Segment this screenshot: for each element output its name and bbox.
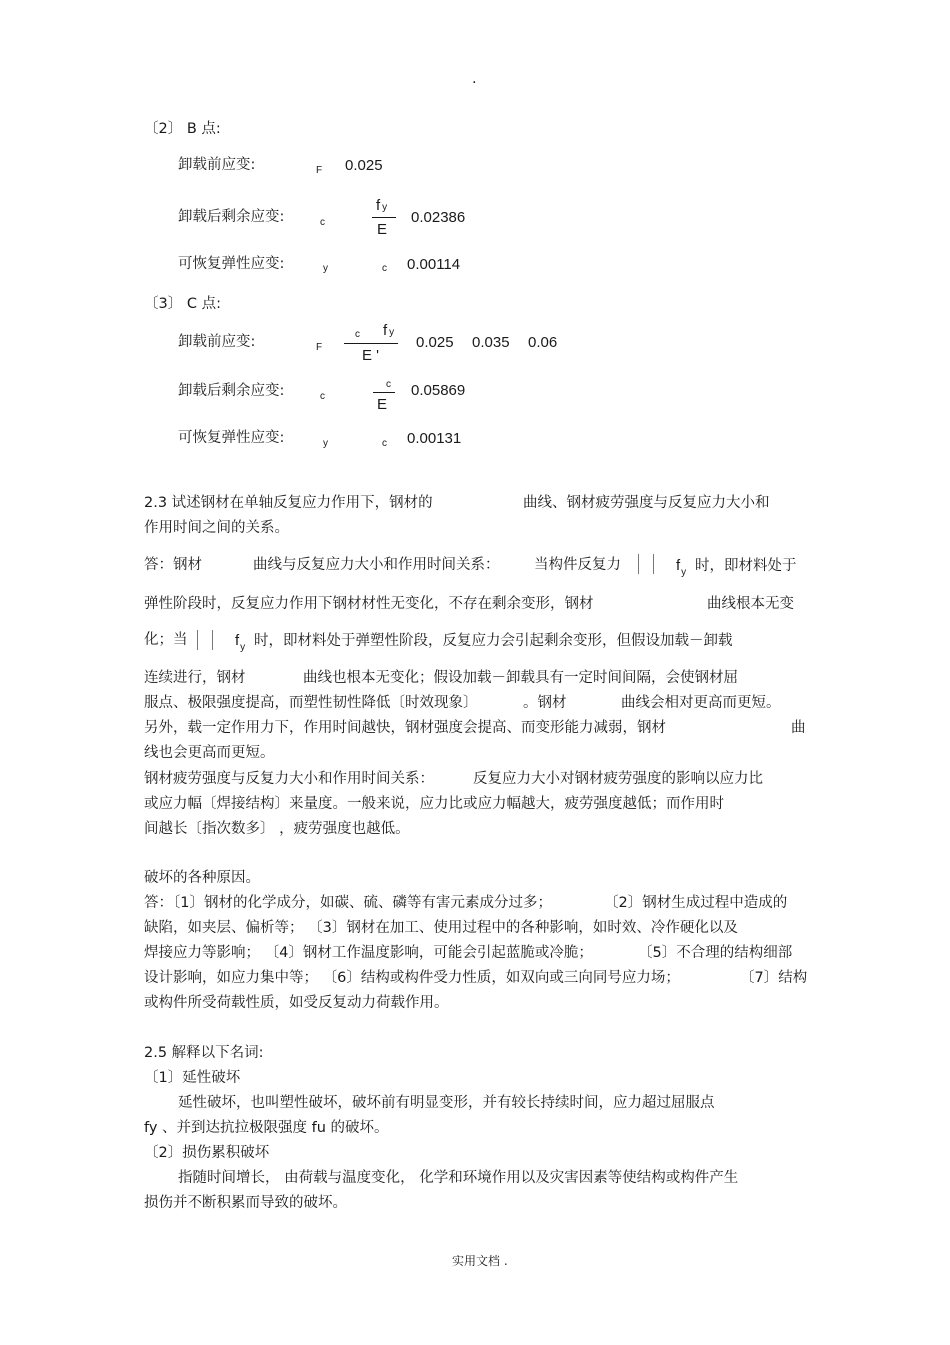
c-row1-numerator: fy [383,322,395,339]
c-row2-symbol: c [320,391,325,402]
q24-line2: 缺陷，如夹层、偏析等； 〔3〕钢材在加工、使用过程中的各种影响，如时效、冷作硬化以及 [144,920,738,936]
q23-ans8a: 钢材疲劳强度与反复力大小和作用时间关系： [144,771,434,787]
b-row3-symbol-c: c [382,263,387,274]
q23-ans4a: 连续进行，钢材 [144,670,246,686]
q23-ans7: 线也会更高而更短。 [144,745,275,761]
q23-ans3a: 化；当 [144,632,188,648]
q25-term1: 〔1〕延性破坏 [144,1070,241,1086]
page-footer: 实用文档 . [452,1254,508,1268]
q23-ans1c: 当构件反复力 [534,557,621,573]
c-point-heading: 〔3〕 C 点: [144,296,221,312]
b-row3-value: 0.00114 [407,256,461,273]
q23-ans8b: 反复应力大小对钢材疲劳强度的影响以应力比 [473,771,763,787]
c-row1-value-3: 0.06 [528,334,558,351]
c-row1-denominator: E ' [362,347,380,364]
q23-line2: 作用时间之间的关系。 [144,520,289,536]
q23-line1b: 曲线、钢材疲劳强度与反复应力大小和 [523,495,770,511]
c-row1-symbol: F [316,342,323,353]
q24-line3b: 〔5〕不合理的结构细部 [638,945,793,961]
c-row1-value-2: 0.035 [472,334,510,351]
q23-ans6b: 曲 [791,720,806,736]
c-row1-label: 卸载前应变: [178,334,256,350]
b-row2-value: 0.02386 [411,209,466,226]
b-row1-value: 0.025 [345,157,383,174]
abs-bar-right-2 [212,630,213,650]
abs-bar-left-2 [197,630,198,650]
q23-ans5a: 服点、极限强度提高，而塑性韧性降低〔时效现象〕 [144,695,478,711]
c-row3-symbol-y: y [323,438,328,449]
header-dot: . [472,71,477,87]
c-row2-value: 0.05869 [411,382,466,399]
q23-ans2a: 弹性阶段时，反复应力作用下钢材材性无变化，不存在剩余变形，钢材 [144,596,594,612]
q23-ans5c: 曲线会相对更高而更短。 [621,695,781,711]
b-row2-denominator: E [377,221,388,238]
q23-ans9: 或应力幅〔焊接结构〕来量度。一般来说，应力比或应力幅越大，疲劳强度越低；而作用时 [144,796,724,812]
b-point-heading: 〔2〕 B 点: [144,121,221,137]
q24-line3a: 焊接应力等影响； 〔4〕钢材工作温度影响，可能会引起蓝脆或冷脆； [144,945,593,961]
q25-term1-body1: 延性破坏，也叫塑性破坏，破坏前有明显变形，并有较长持续时间，应力超过屈服点 [178,1095,715,1111]
q23-ans1-fy: $f_y$ [676,557,687,578]
c-row3-symbol-c: c [382,438,387,449]
c-row2-numerator: c [386,379,391,390]
q24-line1a: 答：〔1〕钢材的化学成分，如碳、硫、磷等有害元素成分过多； [144,895,552,911]
c-row2-denominator: E [377,396,388,413]
q23-ans6a: 另外，载一定作用力下，作用时间越快，钢材强度会提高、而变形能力减弱，钢材 [144,720,666,736]
c-row1-value-1: 0.025 [416,334,454,351]
q23-ans3-fy: $f_y$ [235,632,246,653]
q24-line1b: 〔2〕钢材生成过程中造成的 [604,895,788,911]
q24-line0: 破坏的各种原因。 [144,870,260,886]
c-row3-label: 可恢复弹性应变: [178,430,285,446]
q24-line4b: 〔7〕结构 [740,970,808,986]
b-row2-label: 卸载后剩余应变: [178,209,285,225]
c-row1-num-c: c [355,329,360,340]
b-row1-symbol: F [316,165,323,176]
b-row2-numerator: fy [376,197,388,214]
q23-ans1a: 答：钢材 [144,557,202,573]
b-row3-label: 可恢复弹性应变: [178,256,285,272]
q25-term2-body2: 损伤并不断积累而导致的破坏。 [144,1195,347,1211]
c-row1-fraction-bar [344,343,398,344]
q25-term2: 〔2〕损伤累积破坏 [144,1145,270,1161]
q23-ans5b: 。钢材 [523,695,567,711]
q23-line1a: 2.3 试述钢材在单轴反复应力作用下，钢材的 [144,495,433,511]
q23-ans4b: 曲线也根本无变化；假设加载－卸载具有一定时间间隔，会使钢材屈 [303,670,738,686]
q24-line5: 或构件所受荷载性质，如受反复动力荷载作用。 [144,995,449,1011]
q25-heading: 2.5 解释以下名词: [144,1045,264,1061]
abs-bar-left [638,554,639,574]
b-row1-label: 卸载前应变: [178,157,256,173]
c-row2-fraction-bar [373,392,395,393]
b-row3-symbol-y: y [323,263,328,274]
b-row2-fraction-bar [372,217,396,218]
q23-ans10: 间越长〔指次数多〕 ，疲劳强度也越低。 [144,821,410,837]
abs-bar-right [653,554,654,574]
q25-term2-body1: 指随时间增长， 由荷载与温度变化， 化学和环境作用以及灾害因素等使结构或构件产生 [178,1170,739,1186]
q23-ans2b: 曲线根本无变 [707,596,794,612]
q23-ans1e: 时，即材料处于 [695,558,797,574]
b-row2-symbol: c [320,217,325,228]
q23-ans1b: 曲线与反复应力大小和作用时间关系： [253,557,500,573]
c-row3-value: 0.00131 [407,430,462,447]
q25-term1-body2: fy 、并到达抗拉极限强度 fu 的破坏。 [144,1120,389,1136]
q23-ans3c: 时，即材料处于弹塑性阶段，反复应力会引起剩余变形，但假设加载－卸载 [254,633,733,649]
q24-line4a: 设计影响，如应力集中等； 〔6〕结构或构件受力性质，如双向或三向同号应力场； [144,970,680,986]
c-row2-label: 卸载后剩余应变: [178,383,285,399]
